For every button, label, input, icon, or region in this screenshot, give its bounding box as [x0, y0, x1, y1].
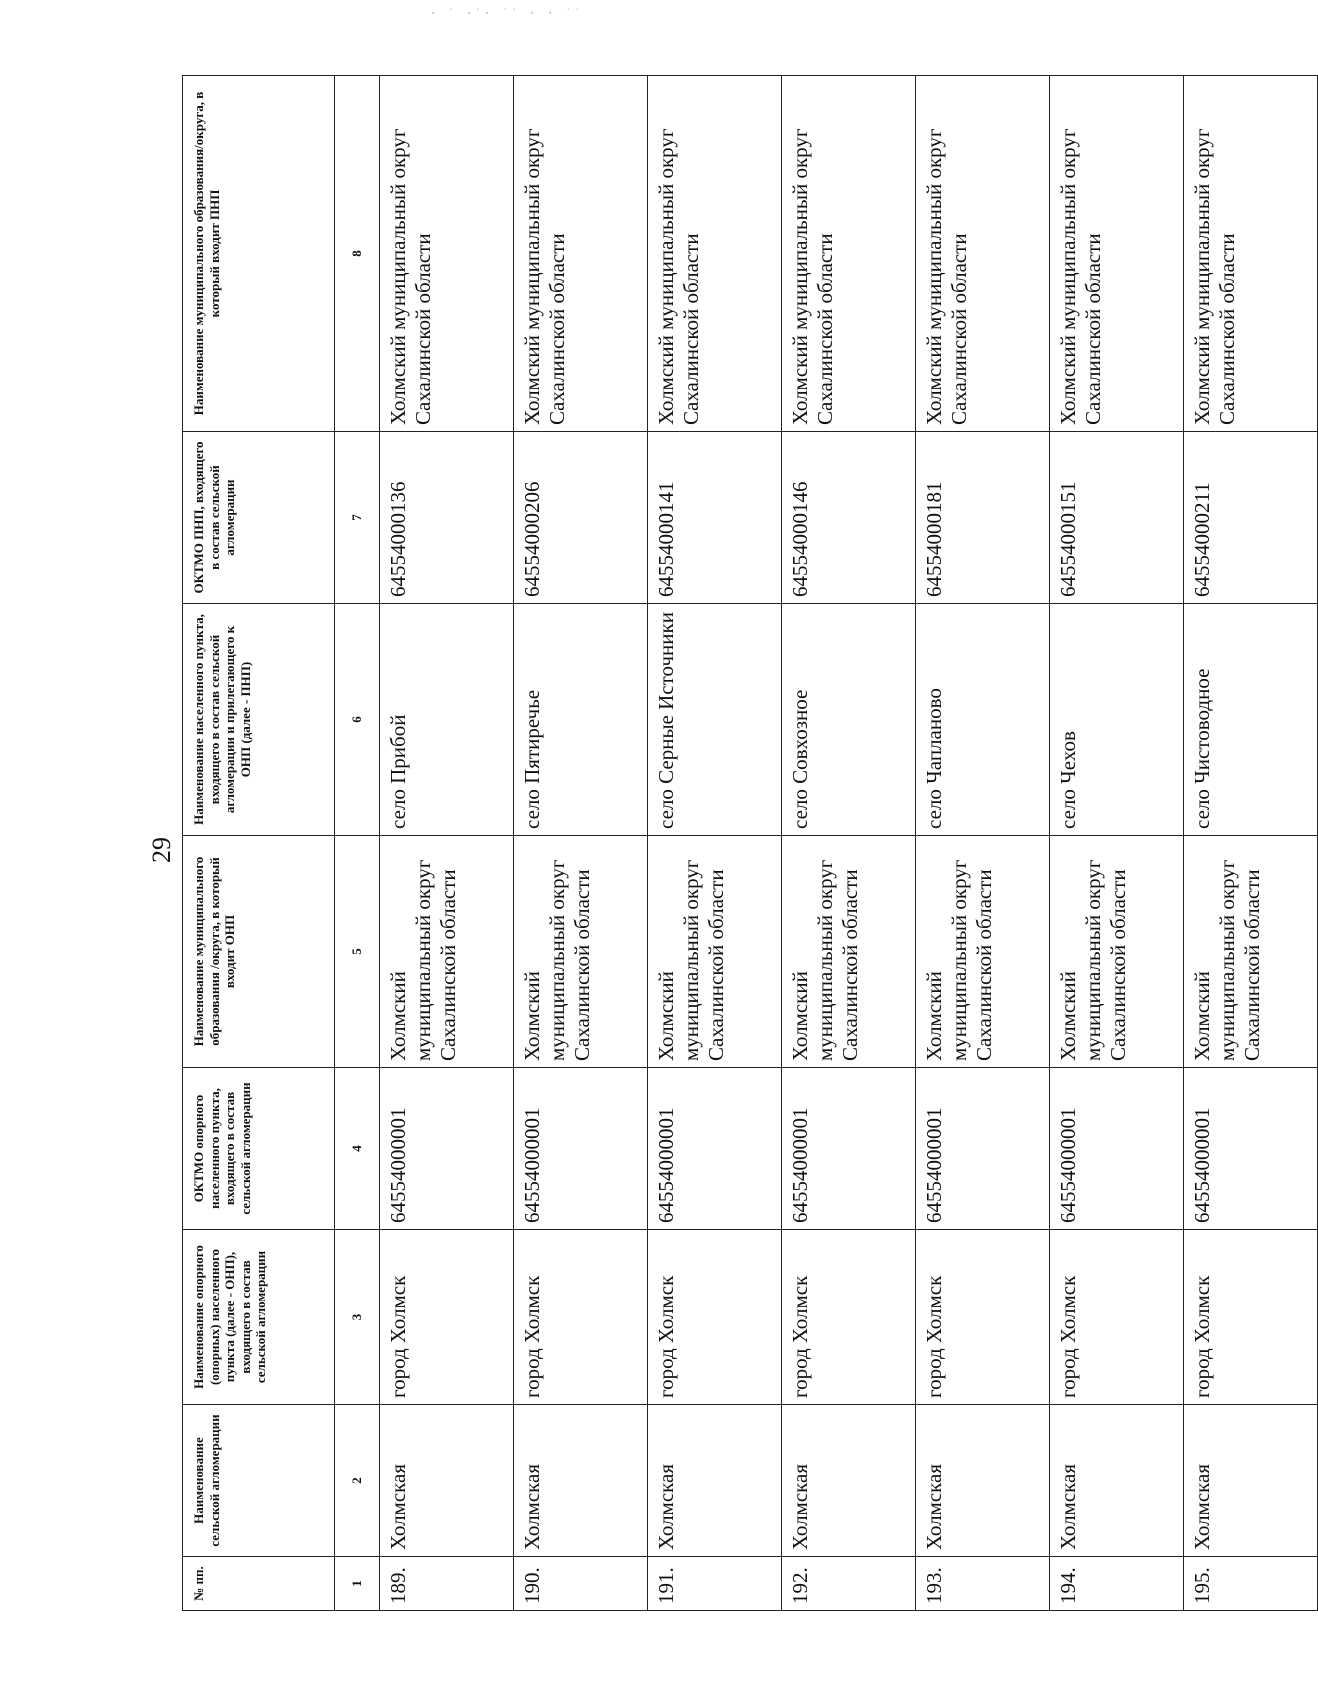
cell-pnp-oktmo: 64554000181: [916, 432, 1050, 604]
table-row: [648, 76, 782, 1611]
cell-pnp-municipality: Холмский муниципальный округ Сахалинской области: [1050, 76, 1184, 432]
cell-onp: город Холмск: [380, 1230, 514, 1405]
cell-pnp-oktmo: 64554000136: [380, 432, 514, 604]
cell-pnp: село Чехов: [1050, 604, 1184, 836]
cell-no: 189.: [380, 1557, 514, 1611]
scan-artifacts: · ˙ ·˙· ˙˙ · · ˙˙: [430, 8, 584, 19]
cell-no: 192.: [782, 1557, 916, 1611]
header-pnp-municipality: Наименование муниципального образования/округа, в который входит ПНП: [183, 76, 335, 432]
cell-pnp-municipality: Холмский муниципальный округ Сахалинской области: [514, 76, 648, 432]
cell-no: 194.: [1050, 1557, 1184, 1611]
cell-no: 191.: [648, 1557, 782, 1611]
column-number: 5: [335, 836, 380, 1068]
cell-pnp: село Пятиречье: [514, 604, 648, 836]
column-number: 8: [335, 76, 380, 432]
header-onp: Наименование опорного (опорных) населенного пункта (далее - ОНП), входящего в состав сельской агломерации: [183, 1230, 335, 1405]
cell-pnp-municipality: Холмский муниципальный округ Сахалинской области: [916, 76, 1050, 432]
cell-pnp-oktmo: 64554000211: [1184, 432, 1318, 604]
agglomeration-table: [182, 75, 1318, 1611]
table-row: [514, 76, 648, 1611]
cell-onp-municipality: Холмский муниципальный округ Сахалинской области: [514, 836, 648, 1068]
cell-onp-oktmo: 64554000001: [1050, 1068, 1184, 1230]
column-number: 6: [335, 604, 380, 836]
table-wrapper: [182, 76, 1317, 1611]
column-number: 7: [335, 432, 380, 604]
column-number: 4: [335, 1068, 380, 1230]
cell-pnp: село Серные Источники: [648, 604, 782, 836]
column-number: 2: [335, 1405, 380, 1557]
cell-pnp-municipality: Холмский муниципальный округ Сахалинской области: [782, 76, 916, 432]
cell-onp-oktmo: 64554000001: [916, 1068, 1050, 1230]
cell-agglomeration: Холмская: [1050, 1405, 1184, 1557]
header-no: № пп.: [183, 1557, 335, 1611]
cell-onp: город Холмск: [1184, 1230, 1318, 1405]
cell-onp-oktmo: 64554000001: [648, 1068, 782, 1230]
cell-agglomeration: Холмская: [648, 1405, 782, 1557]
cell-pnp: село Совхозное: [782, 604, 916, 836]
table-row: [1050, 76, 1184, 1611]
cell-pnp-oktmo: 64554000151: [1050, 432, 1184, 604]
table-row: [1184, 76, 1318, 1611]
cell-pnp: село Прибой: [380, 604, 514, 836]
cell-onp-municipality: Холмский муниципальный округ Сахалинской области: [1184, 836, 1318, 1068]
header-row: [183, 76, 335, 1611]
page-number: 29: [147, 837, 176, 863]
cell-onp: город Холмск: [782, 1230, 916, 1405]
cell-no: 190.: [514, 1557, 648, 1611]
column-number-row: [335, 76, 380, 1611]
header-pnp-oktmo: ОКТМО ПНП, входящего в состав сельской агломерации: [183, 432, 335, 604]
cell-pnp-municipality: Холмский муниципальный округ Сахалинской области: [1184, 76, 1318, 432]
cell-pnp-oktmo: 64554000141: [648, 432, 782, 604]
cell-pnp-oktmo: 64554000146: [782, 432, 916, 604]
cell-pnp: село Чистоводное: [1184, 604, 1318, 836]
cell-onp-oktmo: 64554000001: [514, 1068, 648, 1230]
cell-onp-oktmo: 64554000001: [380, 1068, 514, 1230]
cell-agglomeration: Холмская: [514, 1405, 648, 1557]
column-number: 1: [335, 1557, 380, 1611]
cell-no: 195.: [1184, 1557, 1318, 1611]
cell-onp: город Холмск: [514, 1230, 648, 1405]
cell-onp-oktmo: 64554000001: [782, 1068, 916, 1230]
cell-onp-oktmo: 64554000001: [1184, 1068, 1318, 1230]
cell-onp-municipality: Холмский муниципальный округ Сахалинской области: [916, 836, 1050, 1068]
cell-agglomeration: Холмская: [916, 1405, 1050, 1557]
table-row: [380, 76, 514, 1611]
cell-pnp: село Чапланово: [916, 604, 1050, 836]
table-row: [916, 76, 1050, 1611]
column-number: 3: [335, 1230, 380, 1405]
header-onp-municipality: Наименование муниципального образования /округа, в который входит ОНП: [183, 836, 335, 1068]
cell-agglomeration: Холмская: [782, 1405, 916, 1557]
cell-pnp-municipality: Холмский муниципальный округ Сахалинской области: [648, 76, 782, 432]
cell-onp-municipality: Холмский муниципальный округ Сахалинской области: [648, 836, 782, 1068]
header-pnp: Наименование населенного пункта, входящего в состав сельской агломерации и прилегающего к ОНП (далее - ПНП): [183, 604, 335, 836]
rotated-table-frame: [182, 76, 1317, 1611]
cell-agglomeration: Холмская: [1184, 1405, 1318, 1557]
header-onp-oktmo: ОКТМО опорного населенного пункта, входящего в состав сельской агломерации: [183, 1068, 335, 1230]
cell-onp: город Холмск: [1050, 1230, 1184, 1405]
cell-no: 193.: [916, 1557, 1050, 1611]
cell-onp: город Холмск: [916, 1230, 1050, 1405]
cell-onp-municipality: Холмский муниципальный округ Сахалинской области: [782, 836, 916, 1068]
cell-pnp-municipality: Холмский муниципальный округ Сахалинской области: [380, 76, 514, 432]
header-agglomeration: Наименование сельской агломерации: [183, 1405, 335, 1557]
table-row: [782, 76, 916, 1611]
cell-onp: город Холмск: [648, 1230, 782, 1405]
cell-onp-municipality: Холмский муниципальный округ Сахалинской области: [380, 836, 514, 1068]
cell-pnp-oktmo: 64554000206: [514, 432, 648, 604]
cell-onp-municipality: Холмский муниципальный округ Сахалинской области: [1050, 836, 1184, 1068]
cell-agglomeration: Холмская: [380, 1405, 514, 1557]
